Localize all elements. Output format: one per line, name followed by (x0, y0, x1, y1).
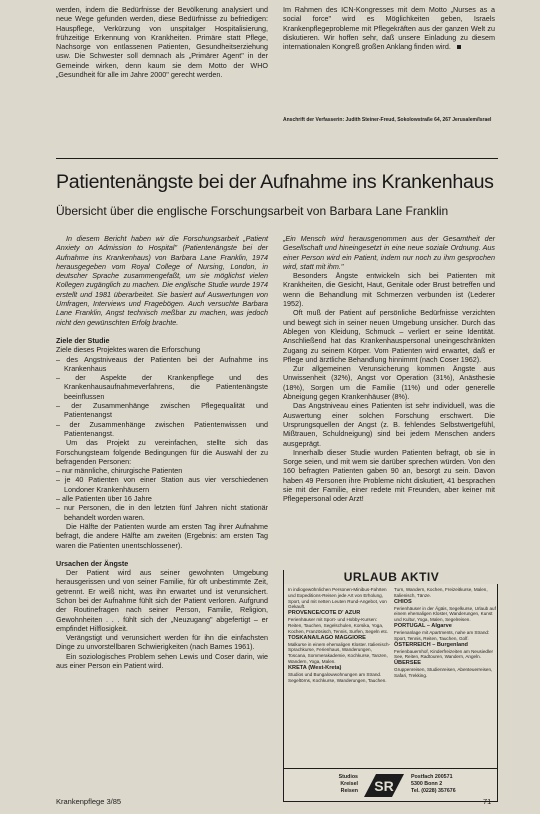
ad-entry (288, 635, 391, 665)
bedingungen-list (56, 466, 268, 522)
list-item: – je 40 Patienten von einer Station aus vier verschiedenen Londoner Krankenhäusern (56, 475, 268, 494)
right-quote: „Ein Mensch wird herausgenommen aus der Gesamtheit der Gesellschaft und hineingesetzt in eine neue soziale Ordnung. Aus einer Person wird ein Patient, indem nur noch zu ihm gesprochen wird, statt mit ihm." (283, 234, 495, 271)
ad-company-name (324, 774, 358, 795)
ziele-lead: Ziele dieses Projektes waren die Erforschung (56, 345, 201, 355)
right-paragraph-5: Innerhalb dieser Studie wurden Patienten befragt, ob sie in Sorge seien, und mit wem sie darüber sprechen würden. Von den 160 befragten Patienten gaben 90 an, besorgt zu sein. Davon haben 49 Personen ihre Probleme nicht diskutiert, 41 besprachen sie mit der Familie, einer redete mit Freunden, aber keiner mit Pflegepersonal oder Arzt! (283, 447, 495, 504)
ad-entry-text: Ferienhäuser mit Sport- und Hobby-Kursen: Reiten, Tauchen, Segelschulen, Korsika, Yoga, Kochen, Französisch, Tennis, Surfen, Segeln etc. (288, 617, 389, 634)
ad-entry-place: ÜBERSEE (394, 660, 422, 667)
ursachen-paragraph-1: Der Patient wird aus seiner gewohnten Umgebung herausgerissen und von seiner Familie, für oft unbestimmte Zeit, getrennt. Er weiß nicht, was ihn erwartet und ist verunsichert. Schon bei der Aufnahme fühlt sich der Patient verloren. Aufgrund der Routinefragen nach seiner Person, Familie, Religion, Gewohnheiten . . . fühlt sich der „Neuzugang" abgefertigt – er empfindet Hilflosigkeit. (56, 568, 268, 633)
top-right-column (283, 5, 495, 51)
ad-entry-text: Malkurse in einem ehemaligen Kloster. Italienisch-Sprachkurse, Ferienhaus, Wanderungen, Toscana, Sommerakademie, Kochkurse, Tanzen, Wandern, Yoga, Malen. (288, 641, 391, 664)
ziele-paragraph-3: Die Hälfte der Patienten wurde am ersten Tag ihrer Aufnahme befragt, die andere Hälfte am zweiten (Ergebnis: am ersten Tag waren die Patienten unentschlossener). (56, 521, 268, 550)
ad-contact-line: 5300 Bonn 2 (411, 781, 443, 787)
ad-entry (288, 610, 391, 634)
right-paragraph-3: Zur allgemeinen Verunsicherung kommen Ängste aus Unwissenheit (32%), Angst vor Operation (31%), Anästhesie (18%), Sorgen um die Familie (11%) und oder generelle Abneigung gegen Krankenhäuser (8%). (283, 364, 495, 402)
ad-entry (394, 599, 497, 623)
ad-company-line: Kreisel (340, 781, 358, 787)
end-square-icon (457, 45, 461, 49)
ursachen-paragraph-2: Verängstigt und verunsichert werden für ihn die einfachsten Dinge zu unvorstellbaren Schwierigkeiten (nach Bames 1961). (56, 633, 268, 652)
ad-entry-place: CHIOS (394, 598, 412, 605)
article-subtitle: Übersicht über die englische Forschungsarbeit von Barbara Lane Franklin (56, 204, 449, 218)
ad-entry-place: ÖSTERREICH – Burgenland (394, 641, 468, 648)
ad-entry-place: PROVENCE/COTE D' AZUR (288, 610, 361, 617)
list-item: – der Zusammenhänge zwischen Patientenwissen und Patientenangst. (56, 419, 268, 438)
ad-entry-place: PORTUGAL – Algarve (394, 622, 452, 629)
sr-logo-label: SR (374, 778, 394, 794)
ziele-list (56, 355, 268, 439)
ad-entry-place: KRETA (West-Kreta) (288, 664, 342, 671)
article-title: Patientenängste bei der Aufnahme ins Krankenhaus (56, 171, 494, 193)
ad-title: URLAUB AKTIV (284, 570, 499, 584)
ad-entry-text: Ferienhäuser in der Ägäis, Segelkurse, Urlaub auf einem ehemaligen Kloster, Wanderungen, Kunst und Kultur, Yoga, Malen, Segelreisen. (394, 605, 496, 623)
top-left-column (56, 5, 268, 79)
sr-logo-icon (362, 773, 406, 798)
ad-entry (288, 587, 391, 610)
ad-entry (288, 665, 391, 684)
ad-entry-text: In indiogewöhnlichen Personen-Minibus-Fahrten und Expeditions-Reisen jede Art von Erholung, Sport, und mit netten Leuten Rund-Angebot, von Gekauft. (288, 587, 387, 610)
ad-column-right (394, 587, 497, 679)
right-paragraph-4: Das Angstniveau eines Patienten ist sehr individuell, was die Auswertung einer solchen Forschung erschwert. Die Ursprungsquellen der Angst (z. B. fehlendes Selbstwertgefühl, Mißtrauen, Schuldneigung) sind bei jedem Menschen anders ausgeprägt. (283, 401, 495, 448)
ad-column-left (288, 587, 391, 683)
ad-entry-place: TOSKANA/LAGO MAGGIORE (288, 634, 366, 641)
ad-contact (411, 774, 456, 795)
footer-page-number: 71 (483, 797, 492, 806)
ad-footer (284, 768, 497, 802)
section-divider (56, 158, 498, 159)
heading-ursachen: Ursachen der Ängste (56, 558, 129, 568)
heading-ziele: Ziele der Studie (56, 335, 110, 345)
ziele-paragraph-2: Um das Projekt zu vereinfachen, stellte sich das Forschungsteam folgende Bedingungen für die Auswahl der zu befragenden Personen: (56, 438, 268, 466)
article-left-column (56, 234, 268, 670)
top-left-text: werden, indem die Bedürfnisse der Bevölkerung analysiert und neue Wege gefunden werden, diese Bedürfnisse zu befriedigen: Hauspflege, Verkürzung von unspitalger Hospitalisierung, frühzeitige Erkennung von Krankheiten. Primäre statt Pflege, Nachsorge von entlassenen Patienten, Gesundheitserziehung usw. Die Schwester soll demnach als „Primärer Agent" in der Gemeinde wirken, denn kaum sie dem Motto der WHO „Gesundheit für alle im Jahre 2000" gerecht werden. (56, 5, 268, 80)
list-item: – alle Patienten über 16 Jahre (56, 494, 152, 504)
article-intro: In diesem Bericht haben wir die Forschungsarbeit „Patient Anxiety on Admission to Hospital" (Patientenängste bei der Aufnahme ins Krankenhaus) von Barbara Lane Franklin, 1974 herausgegeben vom Royal College of Nursing, London, in deutscher Sprache zusammengefaßt, um sie möglichst vielen Kollegen zugänglich zu machen. Die englische Studie wurde 1974 erstellt und 1981 überarbeitet. Sie basiert auf Auswertungen von Umfragen, Interviews und Fragebögen. Auch versuchte Barbara Lane Franklin, Angst technisch meßbar zu machen, was jedoch nicht den gewünschten Erfolg brachte. (56, 234, 268, 327)
ad-company-line: Reisen (340, 788, 358, 794)
ad-entry-text: Gruppenreisen, Studienreisen, Abenteuerreisen, Safari, Trekking. (394, 667, 493, 678)
right-paragraph-2: Oft muß der Patient auf persönliche Bedürfnisse verzichten und bewegt sich in seiner neuen Umgebung unsicher. Durch das Ablegen von Kleidung, Schmuck – verliert er seine Identität. Anschließend hat das Krankenhauspersonal uneingeschränkten Zugang zu seinem Körper. Vom Patienten wird erwartet, daß er Pflege und ärztliche Behandlung hinnimmt (nach Coser 1962). (283, 308, 495, 364)
article-right-column (283, 234, 495, 504)
list-item: – nur männliche, chirurgische Patienten (56, 466, 183, 476)
right-paragraph-1: Besonders Ängste entwickeln sich bei Patienten mit Krankheiten, die Gesicht, Haut, Genitale oder Brust betreffen und wenn die Behandlung mit Schmerzen verbunden ist (Lederer 1952). (283, 271, 495, 309)
author-address: Anschrift der Verfasserin: Judith Steiner-Freud, Sokolowstraße 64, 267 Jerusalem/Israel (283, 117, 492, 123)
ad-entry (394, 660, 497, 679)
ad-contact-line: Postfach 200571 (411, 774, 453, 780)
ursachen-paragraph-3: Ein soziologisches Problem sehen Lewis und Coser darin, wie aus einer Person ein Patient wird. (56, 651, 268, 671)
ad-entry-text: Studios und Bungalowwohnungen am Strand. Segeltörns, Kochkurse, Wanderungen, Tauchen. (288, 671, 387, 683)
ad-entry-text: Ferienbauernhof, Kinderfreizeiten am Neusiedler See, Reiten, Radtouren, Wandern, Angeln. (394, 648, 494, 660)
list-item: – der Aspekte der Krankenpflege und des Krankenhausaufnahmeverfahrens, die Patientenängste beeinflussen (56, 373, 268, 401)
advertisement-box (283, 570, 498, 802)
ad-entry (394, 587, 497, 599)
ad-contact-line: Tel. (0228) 357676 (411, 788, 456, 794)
ad-entry-text: Turn, Wandern, Kochen, Freizeitkurse, Malen, Italienisch, Tänze. (394, 587, 488, 598)
ad-entry (394, 623, 497, 642)
footer-journal: Krankenpflege 3/85 (56, 797, 122, 806)
ad-entry (394, 642, 497, 661)
ad-company-line: Studios (338, 774, 358, 780)
list-item: – des Angstniveaus der Patienten bei der Aufnahme ins Krankenhaus (56, 354, 268, 373)
top-right-text: Im Rahmen des ICN-Kongresses mit dem Motto „Nurses as a social force" wird es Möglichkeiten geben, Israels Krankenpflegeprobleme mit Pflegekräften aus der ganzen Welt zu diskutieren. Wir hoffen sehr, daß unsere Einladung zu diesem internationalen Kongreß großen Anklang finden wird. (283, 5, 495, 52)
ad-entry-text: Ferienanlage mit Apartments, nahe am Strand: Sport, Tennis, Reiten, Tauchen, Golf. (394, 629, 490, 641)
list-item: – nur Personen, die in den letzten fünf Jahren nicht stationär behandelt worden waren. (56, 503, 268, 522)
list-item: – der Zusammenhänge zwischen Pflegequalität und Patientenangst (56, 401, 268, 420)
